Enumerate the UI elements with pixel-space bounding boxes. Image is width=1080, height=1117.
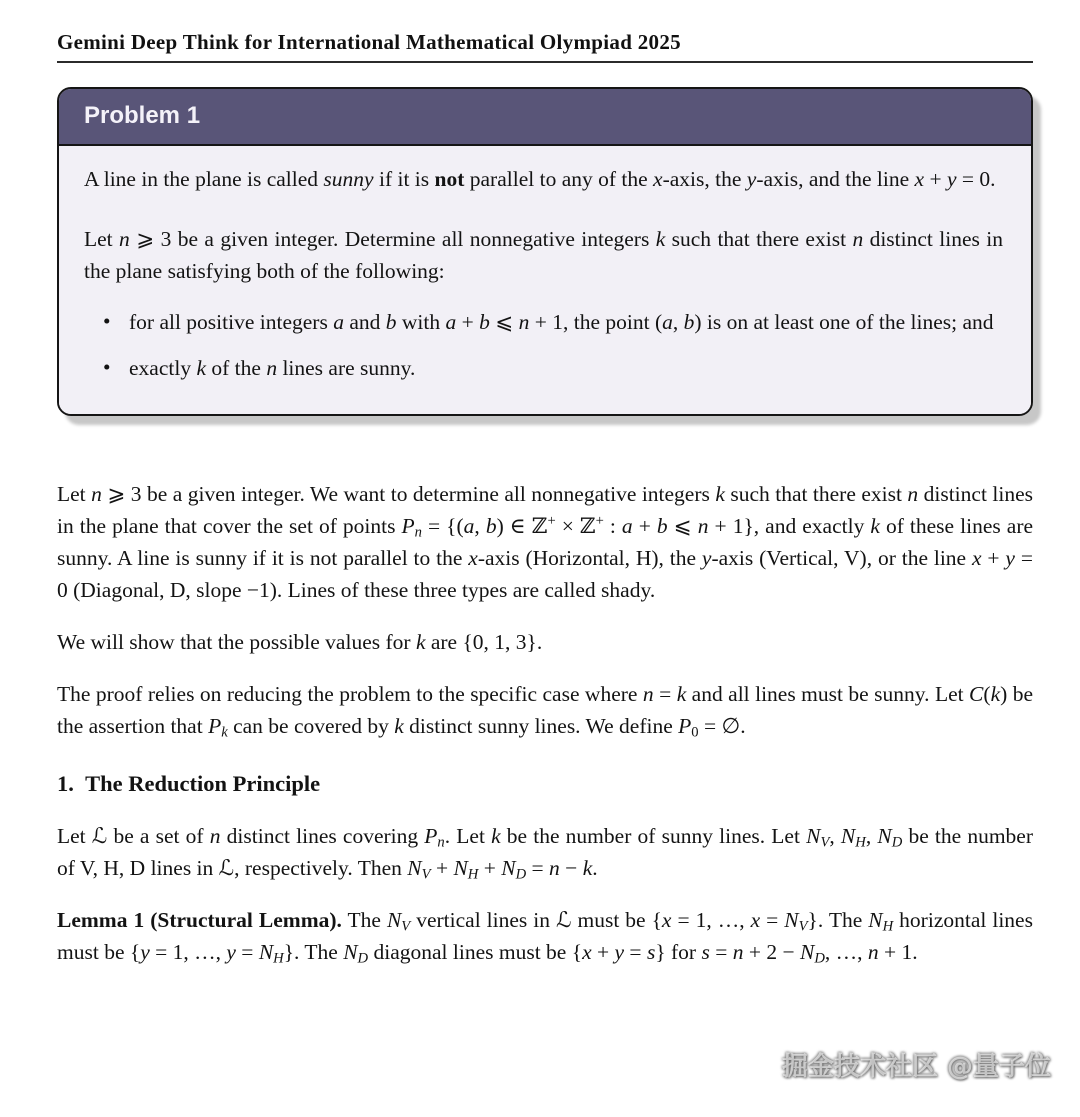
problem-statement-task: Let n ⩾ 3 be a given integer. Determine all nonnegative integers k such that there exist n distinct lines in the plane satisfying both of the following: [84,227,1003,284]
problem-box [57,87,1033,416]
condition-1-text: for all positive integers a and b with a + b ⩽ n + 1, the point (a, b) is on at least one of the lines; and [129,310,994,335]
solution-paragraph-setup: Let n ⩾ 3 be a given integer. We want to determine all nonnegative integers k such that there exist n distinct lines in the plane that cover the set of points $P_n = \{(a$, b) ∈ ℤ+ × ℤ+ : a + b ⩽ n + 1}, and exactly k of these lines are sunny. A line is sunny if it is not parallel to the x-axis (Horizontal, H), the y-axis (Vertical, V), or the line x + y = 0 (Diagonal, D, slope −1). Lines of these three types are called shady. [57,482,1034,603]
bullet-icon: • [103,355,111,380]
solution-body [57,478,1033,968]
problem-box-title: Problem 1 [84,102,201,130]
solution-paragraph-reduction: Let ℒ be a set of n distinct lines covering $P_n$. Let k be the number of sunny lines. Let $N_V$, $N_H$, $N_D$ be the number of V, H, D lines in ℒ, respectively. Then $N_V + N_H + N_D = n - k$. [57,824,1034,883]
watermark: 掘金技术社区 @量子位 [782,1052,1052,1082]
lemma-1-paragraph: Lemma 1 (Structural Lemma). The $N_V$ vertical lines in ℒ must be {x = 1, …, $x = N_V$}. The $N_H$ horizontal lines must be {y = 1, …, $y = N_H$}. The $N_D$ diagonal lines must be {x + y = s} for $s = n + 2 - N_D$, …, n + 1. [57,908,1033,967]
problem-box-header [59,89,1031,146]
bullet-icon: • [103,309,111,334]
page-title: Gemini Deep Think for International Mathematical Olympiad 2025 [57,30,681,54]
title-rule [57,61,1033,63]
condition-2-text: exactly k of the n lines are sunny. [129,356,416,381]
solution-paragraph-proof-outline: The proof relies on reducing the problem to the specific case where n = k and all lines must be sunny. Let C(k) be the assertion that $P_k$ can be covered by k distinct sunny lines. We define $P_0$ = ∅. [57,682,1034,741]
solution-paragraph-claim: We will show that the possible values for k are {0, 1, 3}. [57,630,543,655]
condition-item-2 [103,352,1003,384]
problem-box-body [59,146,1031,414]
problem-conditions-list [84,306,1003,384]
problem-statement-definition: A line in the plane is called sunny if it is not parallel to any of the x-axis, the y-axis, and the line x + y = 0. [84,167,996,192]
condition-item-1 [103,306,1003,338]
section-1-heading: 1. The Reduction Principle [57,771,321,797]
